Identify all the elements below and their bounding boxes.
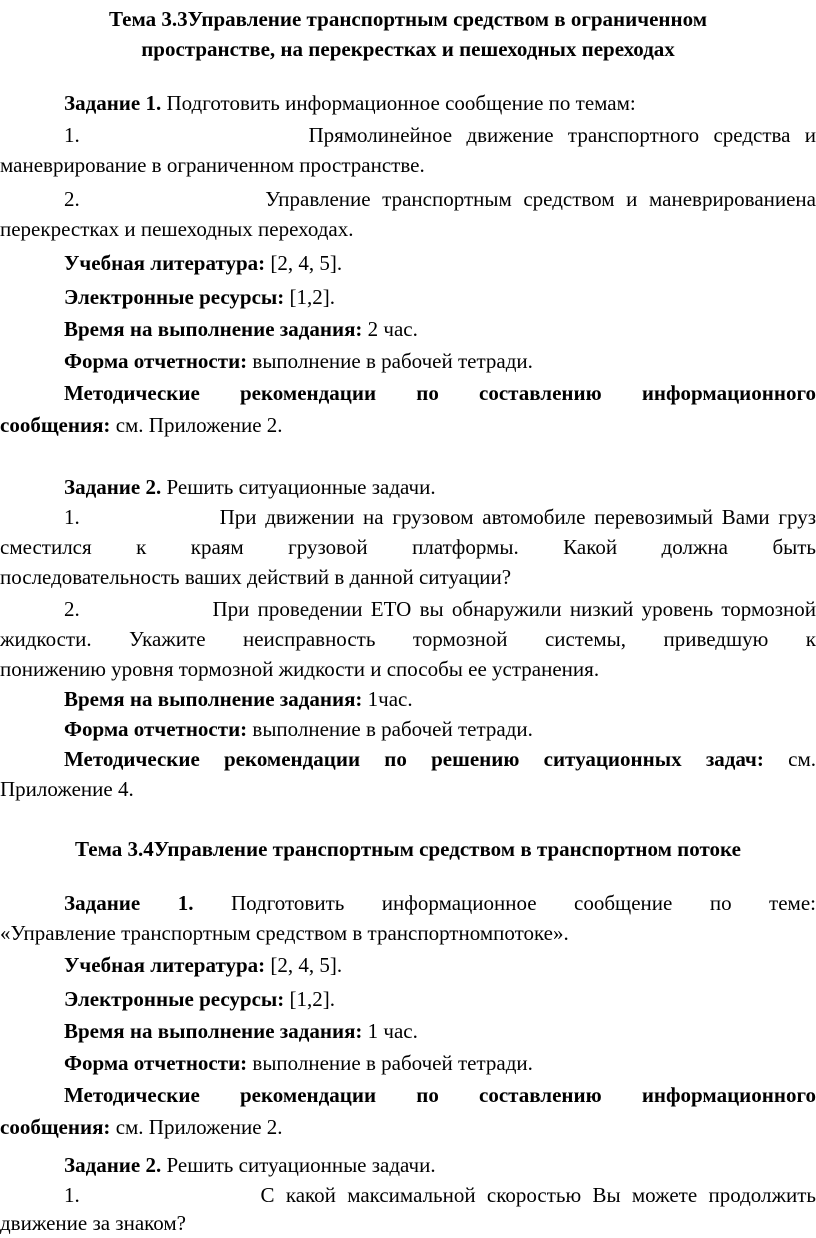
t33-task2-item2-line3: понижению уровня тормозной жидкости и способы ее устранения. (0, 657, 600, 681)
t34-task1-method-line1: Методические рекомендации по составлению информационного (64, 1083, 816, 1107)
t34-task1-eresources: Электронные ресурсы: [1,2]. (64, 987, 336, 1011)
t33-task1-form: Форма отчетности: выполнение в рабочей тетради. (64, 349, 533, 373)
t33-task1-heading: Задание 1. Подготовить информационное сообщение по темам: (64, 91, 636, 115)
t34-task1-time: Время на выполнение задания: 1 час. (64, 1019, 418, 1043)
t33-task2-item1-line2: сместился к краям грузовой платформы. Какой должна быть (0, 535, 816, 559)
t33-task1-method-line1: Методические рекомендации по составлению информационного (64, 381, 816, 405)
t33-task1-eresources: Электронные ресурсы: [1,2]. (64, 285, 336, 309)
t33-task2-item2-line1: 2. При проведении ЕТО вы обнаружили низкий уровень тормозной (64, 597, 816, 621)
t33-task2-time: Время на выполнение задания: 1час. (64, 687, 413, 711)
t33-task2-item1-line3: последовательность ваших действий в данной ситуации? (0, 565, 512, 589)
t34-task1-literature: Учебная литература: [2, 4, 5]. (64, 953, 343, 977)
t33-task1-item2-line1: 2. Управление транспортным средством и маневрированиена (64, 187, 816, 211)
t33-task1-literature: Учебная литература: [2, 4, 5]. (64, 251, 343, 275)
topic-3-4-title: Тема 3.4Управление транспортным средством в транспортном потоке (75, 837, 741, 861)
t33-task2-item2-line2: жидкости. Укажите неисправность тормозной системы, приведшую к (0, 627, 816, 651)
t33-task2-method-line2: Приложение 4. (0, 777, 134, 801)
t34-task1-form: Форма отчетности: выполнение в рабочей тетради. (64, 1051, 533, 1075)
t34-task1-method-line2: сообщения: см. Приложение 2. (0, 1115, 283, 1139)
t33-task2-heading: Задание 2. Решить ситуационные задачи. (64, 475, 436, 499)
t33-task2-method-line1: Методические рекомендации по решению ситуационных задач: см. (64, 747, 816, 771)
t34-task2-item1-line1: 1. С какой максимальной скоростью Вы можете продолжить (64, 1183, 816, 1207)
t33-task2-form: Форма отчетности: выполнение в рабочей тетради. (64, 717, 533, 741)
topic-3-3-title-line2: пространстве, на перекрестках и пешеходных переходах (141, 37, 675, 61)
t34-task1-heading-line1: Задание 1. Подготовить информационное сообщение по теме: (64, 891, 816, 915)
t34-task2-heading: Задание 2. Решить ситуационные задачи. (64, 1153, 436, 1177)
t34-task1-heading-line2: «Управление транспортным средством в транспортномпотоке». (0, 921, 569, 945)
t33-task1-item1-line1: 1. Прямолинейное движение транспортного средства и (64, 123, 816, 147)
t33-task1-method-line2: сообщения: см. Приложение 2. (0, 413, 283, 437)
t33-task2-item1-line1: 1. При движении на грузовом автомобиле перевозимый Вами груз (64, 505, 816, 529)
t33-task1-time: Время на выполнение задания: 2 час. (64, 317, 418, 341)
topic-3-3-title-line1: Тема 3.3Управление транспортным средством в ограниченном (108, 7, 708, 31)
t33-task1-item1-line2: маневрирование в ограниченном пространстве. (0, 153, 425, 177)
t33-task1-item2-line2: перекрестках и пешеходных переходах. (0, 217, 354, 241)
t34-task2-item1-line2: движение за знаком? (0, 1211, 187, 1235)
